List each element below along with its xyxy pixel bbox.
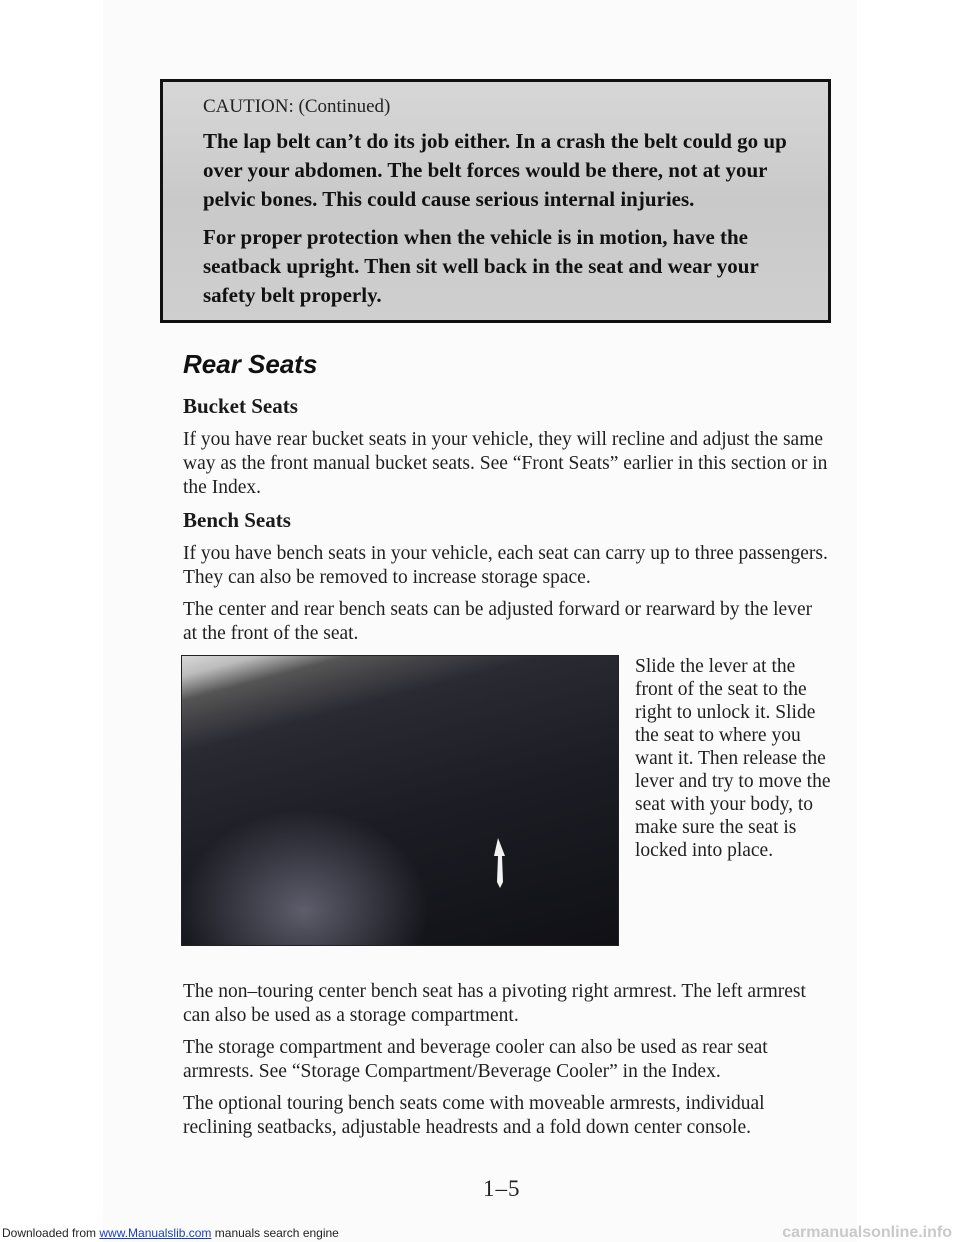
download-footer bbox=[2, 1226, 339, 1240]
bench-seats-text-2: The center and rear bench seats can be adjusted forward or rearward by the lever at the front of the seat. bbox=[183, 599, 813, 644]
page-number: 1–5 bbox=[483, 1176, 521, 1201]
photo-caption-text: Slide the lever at the front of the seat to the right to unlock it. Slide the seat to where you want it. Then release the lever and try to move the seat with your body, to make sure the seat is locked into place. bbox=[635, 656, 831, 861]
section-title: Rear Seats bbox=[183, 349, 318, 379]
armrest-text-2: The storage compartment and beverage cooler can also be used as rear seat armrests. See “Storage Compartment/Beverage Cooler” in the Index. bbox=[183, 1037, 768, 1082]
lever-arrow-icon bbox=[182, 656, 619, 946]
seat-lever-photo bbox=[181, 655, 619, 946]
manualslib-link[interactable]: www.Manualslib.com bbox=[99, 1226, 212, 1240]
touring-bench-text: The optional touring bench seats come with moveable armrests, individual reclining seatbacks, adjustable headrests and a fold down center console. bbox=[183, 1093, 765, 1138]
bucket-seats-heading: Bucket Seats bbox=[183, 394, 298, 418]
caution-box bbox=[160, 79, 831, 323]
footer-prefix: Downloaded from bbox=[2, 1226, 100, 1240]
bench-seats-text-1: If you have bench seats in your vehicle, each seat can carry up to three passengers. They can also be removed to increase storage space. bbox=[183, 543, 828, 588]
caution-heading: CAUTION: (Continued) bbox=[203, 96, 391, 117]
site-watermark: carmanualsonline.info bbox=[782, 1224, 952, 1241]
caution-paragraph-2: For proper protection when the vehicle is in motion, have the seatback upright. Then sit well back in the seat and wear your safety belt properly. bbox=[203, 225, 759, 307]
bucket-seats-text: If you have rear bucket seats in your vehicle, they will recline and adjust the same way as the front manual bucket seats. See “Front Seats” earlier in this section or in the Index. bbox=[183, 429, 828, 498]
caution-paragraph-1: The lap belt can’t do its job either. In a crash the belt could go up over your abdomen. The belt forces would be there, not at your pelvic bones. This could cause serious internal injuries. bbox=[203, 129, 787, 211]
bench-seats-heading: Bench Seats bbox=[183, 508, 291, 532]
footer-suffix: manuals search engine bbox=[211, 1226, 339, 1240]
armrest-text-1: The non–touring center bench seat has a pivoting right armrest. The left armrest can also be used as a storage compartment. bbox=[183, 981, 806, 1026]
